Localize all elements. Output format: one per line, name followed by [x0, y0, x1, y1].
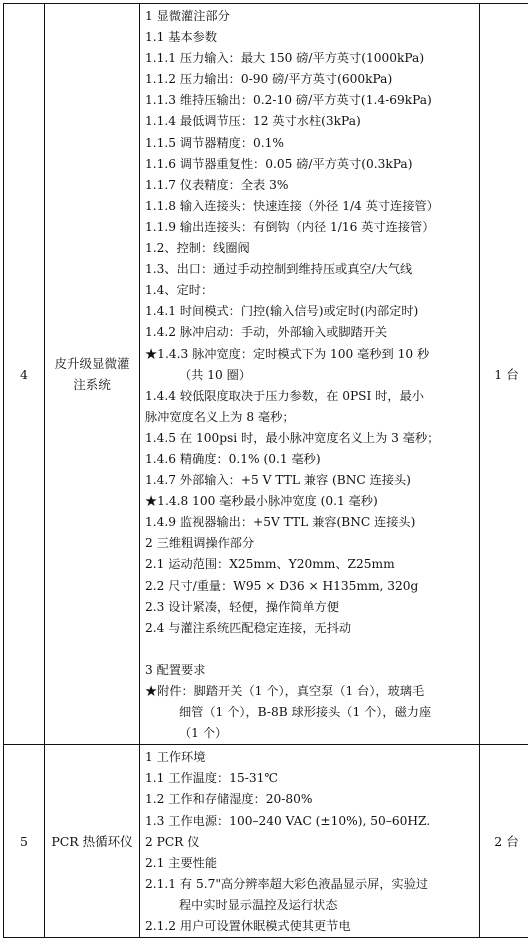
- spec-line: 1.1.1 压力输入：最大 150 磅/平方英寸(1000kPa): [145, 48, 475, 69]
- quantity: 2 台: [480, 745, 528, 938]
- spec-line: 2.1.2 用户可设置休眠模式使其更节电: [145, 916, 475, 937]
- spec-line: 2.1 运动范围：X25mm、Y20mm、Z25mm: [145, 554, 475, 575]
- quantity: 1 台: [480, 4, 528, 745]
- spec-line: 1.4.9 监视器输出：+5V TTL 兼容(BNC 连接头): [145, 512, 475, 533]
- spec-line: 1.4.7 外部输入：+5 V TTL 兼容 (BNC 连接头): [145, 470, 475, 491]
- spec-line: 1.1.5 调节器精度：0.1%: [145, 133, 475, 154]
- spec-line: 1.1.6 调节器重复性：0.05 磅/平方英寸(0.3kPa): [145, 154, 475, 175]
- spec-line: 1.2 工作和存储湿度：20-80%: [145, 789, 475, 810]
- item-name: 皮升级显微灌注系统: [45, 4, 140, 745]
- spec-line: 1 工作环境: [145, 747, 475, 768]
- table-row: [4, 4, 528, 745]
- spec-line: 1.2、控制：线圈阀: [145, 238, 475, 259]
- spec-line: 1.4.1 时间模式：门控(输入信号)或定时(内部定时): [145, 301, 475, 322]
- spec-line: ★附件：脚踏开关（1 个），真空泵（1 台），玻璃毛: [145, 681, 475, 702]
- spec-line: 2.1.1 有 5.7"高分辨率超大彩色液晶显示屏，实验过: [145, 874, 475, 895]
- table-row: [4, 745, 528, 938]
- spec-line: 2 三维粗调操作部分: [145, 533, 475, 554]
- spec-line: 脉冲宽度名义上为 8 毫秒；: [145, 407, 475, 428]
- spec-line: 1.3 工作电源：100–240 VAC (±10%), 50–60HZ.: [145, 811, 475, 832]
- spec-line: ★1.4.3 脉冲宽度：定时模式下为 100 毫秒到 10 秒: [145, 344, 475, 365]
- spec-cell: [140, 745, 480, 938]
- spec-line: 细管（1 个），B-8B 球形接头（1 个），磁力座: [145, 702, 475, 723]
- spec-line: 1.1.8 输入连接头：快速连接（外径 1/4 英寸连接管）: [145, 196, 475, 217]
- spec-line: 2.2 尺寸/重量：W95 × D36 × H135mm, 320g: [145, 576, 475, 597]
- spec-line: 2.3 设计紧凑，轻便，操作简单方便: [145, 597, 475, 618]
- spec-line: 3 配置要求: [145, 660, 475, 681]
- spec-line: 1.3、出口：通过手动控制到维持压或真空/大气线: [145, 259, 475, 280]
- spec-table: [3, 3, 528, 938]
- spec-line: 1.1.9 输出连接头：有倒钩（内径 1/16 英寸连接管）: [145, 217, 475, 238]
- spec-cell: [140, 4, 480, 745]
- row-number: 4: [4, 4, 45, 745]
- spec-blank-line: [145, 639, 475, 660]
- spec-line: 1.4.2 脉冲启动：手动，外部输入或脚踏开关: [145, 322, 475, 343]
- spec-line: 1.1 基本参数: [145, 27, 475, 48]
- spec-line: 1.1.2 压力输出：0-90 磅/平方英寸(600kPa): [145, 69, 475, 90]
- spec-line: 1.1.7 仪表精度：全表 3%: [145, 175, 475, 196]
- row-number: 5: [4, 745, 45, 938]
- spec-line: 1.4.6 精确度：0.1% (0.1 毫秒): [145, 449, 475, 470]
- spec-line: 1 显微灌注部分: [145, 6, 475, 27]
- spec-line: （1 个）: [145, 723, 475, 744]
- spec-line: 2 PCR 仪: [145, 832, 475, 853]
- spec-line: （共 10 圈）: [145, 365, 475, 386]
- spec-line: 1.1.4 最低调节压：12 英寸水柱(3kPa): [145, 111, 475, 132]
- spec-line: 程中实时显示温控及运行状态: [145, 895, 475, 916]
- spec-line: 1.4、定时：: [145, 280, 475, 301]
- spec-line: 1.4.5 在 100psi 时，最小脉冲宽度名义上为 3 毫秒；: [145, 428, 475, 449]
- spec-table-sheet: [3, 3, 524, 841]
- spec-line: 1.4.4 较低限度取决于压力参数，在 0PSI 时，最小: [145, 386, 475, 407]
- spec-line: 2.1 主要性能: [145, 853, 475, 874]
- spec-line: 1.1.3 维持压输出：0.2-10 磅/平方英寸(1.4-69kPa): [145, 90, 475, 111]
- spec-line: ★1.4.8 100 毫秒最小脉冲宽度 (0.1 毫秒): [145, 491, 475, 512]
- item-name: PCR 热循环仪: [45, 745, 140, 938]
- spec-line: 2.4 与灌注系统匹配稳定连接，无抖动: [145, 618, 475, 639]
- spec-line: 1.1 工作温度：15-31℃: [145, 768, 475, 789]
